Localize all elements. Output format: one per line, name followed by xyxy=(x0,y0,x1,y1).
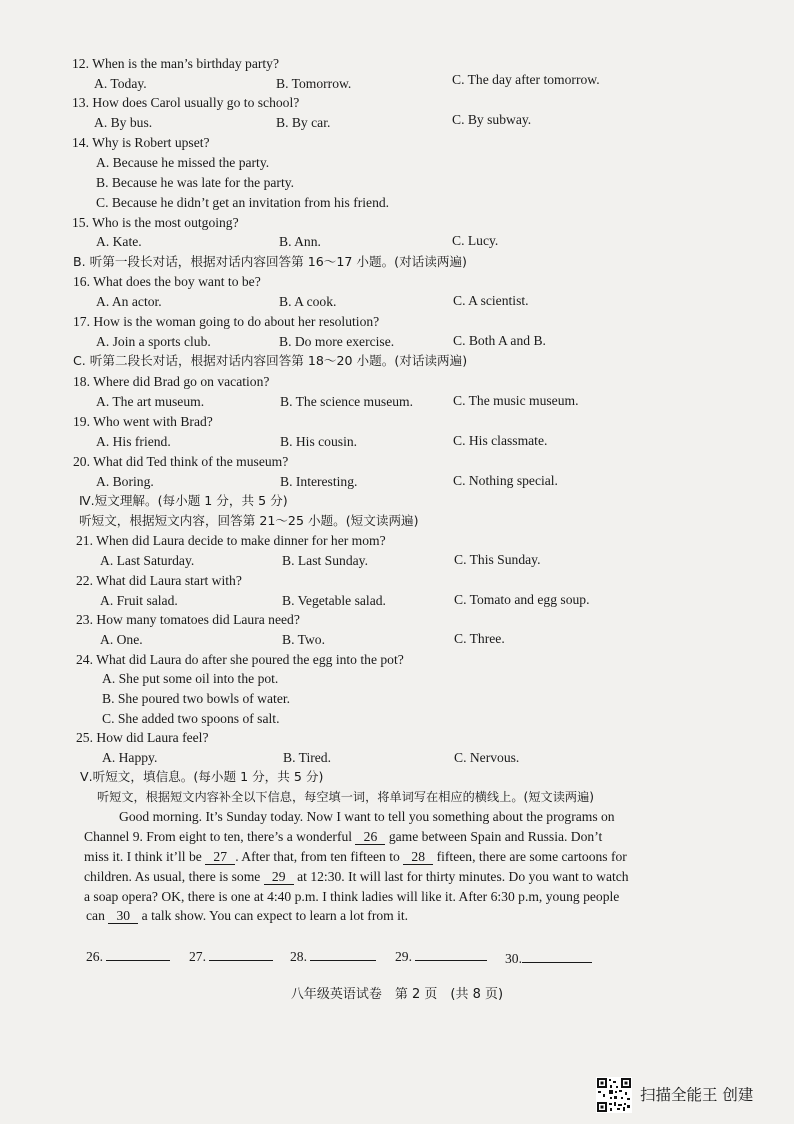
section-iv-title: Ⅳ.短文理解。(每小题 1 分，共 5 分) xyxy=(79,493,288,508)
option-24c: C. She added two spoons of salt. xyxy=(102,711,280,726)
option-21c: C. This Sunday. xyxy=(454,552,541,567)
option-12b: B. Tomorrow. xyxy=(276,76,352,91)
answer-field-29[interactable] xyxy=(415,946,487,961)
option-21a: A. Last Saturday. xyxy=(100,553,195,568)
question-24: 24. What did Laura do after she poured the egg into the pot? xyxy=(76,652,404,667)
option-21b: B. Last Sunday. xyxy=(282,553,368,568)
passage-line-1: Good morning. It’s Sunday today. Now I want to tell you something about the programs on xyxy=(119,809,615,824)
passage-line-5: a soap opera? OK, there is one at 4:40 p.m. I think ladies will like it. After 6:30 p.m, young people xyxy=(84,889,620,904)
option-13a: A. By bus. xyxy=(94,115,153,130)
option-18c: C. The music museum. xyxy=(453,393,579,408)
option-23c: C. Three. xyxy=(454,631,505,646)
blank-26: 26 xyxy=(355,829,385,845)
option-12c: C. The day after tomorrow. xyxy=(452,72,600,87)
option-22a: A. Fruit salad. xyxy=(100,593,178,608)
option-20a: A. Boring. xyxy=(96,474,154,489)
option-19b: B. His cousin. xyxy=(280,434,358,449)
option-14a: A. Because he missed the party. xyxy=(96,155,270,170)
option-16b: B. A cook. xyxy=(279,294,337,309)
question-21: 21. When did Laura decide to make dinner for her mom? xyxy=(76,533,386,548)
answer-28: 28. xyxy=(290,946,376,966)
option-15b: B. Ann. xyxy=(279,234,321,249)
passage-line-3: miss it. I think it’ll be 27 . After that, from ten fifteen to 28 fifteen, there are some cartoons for xyxy=(84,849,627,864)
option-19c: C. His classmate. xyxy=(453,433,548,448)
question-16: 16. What does the boy want to be? xyxy=(73,274,261,289)
option-23b: B. Two. xyxy=(282,632,325,647)
section-v-instruction: 听短文，根据短文内容补全以下信息，每空填一词，将单词写在相应的横线上。(短文读两遍) xyxy=(97,790,595,804)
passage-line-4: children. As usual, there is some 29 at 12:30. It will last for thirty minutes. Do you want to watch xyxy=(84,869,629,884)
option-15a: A. Kate. xyxy=(96,234,142,249)
option-18a: A. The art museum. xyxy=(96,394,205,409)
option-17c: C. Both A and B. xyxy=(453,333,546,348)
answer-30: 30. xyxy=(505,948,592,968)
qr-code-icon xyxy=(596,1077,632,1113)
answer-field-30[interactable] xyxy=(522,948,592,963)
passage-line-6: can 30 a talk show. You can expect to learn a lot from it. xyxy=(86,908,409,923)
section-iv-instruction: 听短文，根据短文内容，回答第 21～25 小题。(短文读两遍) xyxy=(79,513,419,528)
question-20: 20. What did Ted think of the museum? xyxy=(73,454,289,469)
option-15c: C. Lucy. xyxy=(452,233,499,248)
option-13b: B. By car. xyxy=(276,115,331,130)
question-12: 12. When is the man’s birthday party? xyxy=(72,56,280,71)
option-18b: B. The science museum. xyxy=(280,394,414,409)
question-19: 19. Who went with Brad? xyxy=(73,414,213,429)
question-23: 23. How many tomatoes did Laura need? xyxy=(76,612,300,627)
option-13c: C. By subway. xyxy=(452,112,532,127)
section-b-instruction: B. 听第一段长对话，根据对话内容回答第 16～17 小题。(对话读两遍) xyxy=(73,254,467,269)
scanner-brand: 扫描全能王 创建 xyxy=(640,1086,754,1104)
option-16a: A. An actor. xyxy=(96,294,162,309)
section-c-instruction: C. 听第二段长对话，根据对话内容回答第 18～20 小题。(对话读两遍) xyxy=(73,353,468,368)
blank-30: 30 xyxy=(108,908,138,924)
blank-27: 27 xyxy=(205,849,235,865)
option-24b: B. She poured two bowls of water. xyxy=(102,691,291,706)
answer-field-26[interactable] xyxy=(106,946,170,961)
option-22c: C. Tomato and egg soup. xyxy=(454,592,590,607)
option-25b: B. Tired. xyxy=(283,750,331,765)
option-22b: B. Vegetable salad. xyxy=(282,593,386,608)
answer-field-27[interactable] xyxy=(209,946,273,961)
blank-28: 28 xyxy=(403,849,433,865)
option-23a: A. One. xyxy=(100,632,143,647)
option-16c: C. A scientist. xyxy=(453,293,529,308)
passage-line-2: Channel 9. From eight to ten, there’s a wonderful 26 game between Spain and Russia. Don’t xyxy=(84,829,603,844)
question-17: 17. How is the woman going to do about her resolution? xyxy=(73,314,380,329)
question-22: 22. What did Laura start with? xyxy=(76,573,242,588)
option-14b: B. Because he was late for the party. xyxy=(96,175,295,190)
option-19a: A. His friend. xyxy=(96,434,171,449)
question-25: 25. How did Laura feel? xyxy=(76,730,209,745)
question-18: 18. Where did Brad go on vacation? xyxy=(73,374,270,389)
question-15: 15. Who is the most outgoing? xyxy=(72,215,239,230)
answer-26: 26. xyxy=(86,946,170,966)
blank-29: 29 xyxy=(264,869,294,885)
answer-field-28[interactable] xyxy=(310,946,376,961)
option-12a: A. Today. xyxy=(94,76,147,91)
option-24a: A. She put some oil into the pot. xyxy=(102,671,279,686)
page-footer: 八年级英语试卷 第 2 页 (共 8 页) xyxy=(290,987,504,1002)
question-14: 14. Why is Robert upset? xyxy=(72,135,210,150)
option-17b: B. Do more exercise. xyxy=(279,334,395,349)
question-13: 13. How does Carol usually go to school? xyxy=(72,95,300,110)
option-20b: B. Interesting. xyxy=(280,474,358,489)
option-25a: A. Happy. xyxy=(102,750,158,765)
option-20c: C. Nothing special. xyxy=(453,473,558,488)
option-14c: C. Because he didn’t get an invitation from his friend. xyxy=(96,195,390,210)
option-25c: C. Nervous. xyxy=(454,750,520,765)
answer-27: 27. xyxy=(189,946,273,966)
option-17a: A. Join a sports club. xyxy=(96,334,211,349)
section-v-title: Ⅴ.听短文，填信息。(每小题 1 分，共 5 分) xyxy=(80,769,324,784)
answer-29: 29. xyxy=(395,946,487,966)
